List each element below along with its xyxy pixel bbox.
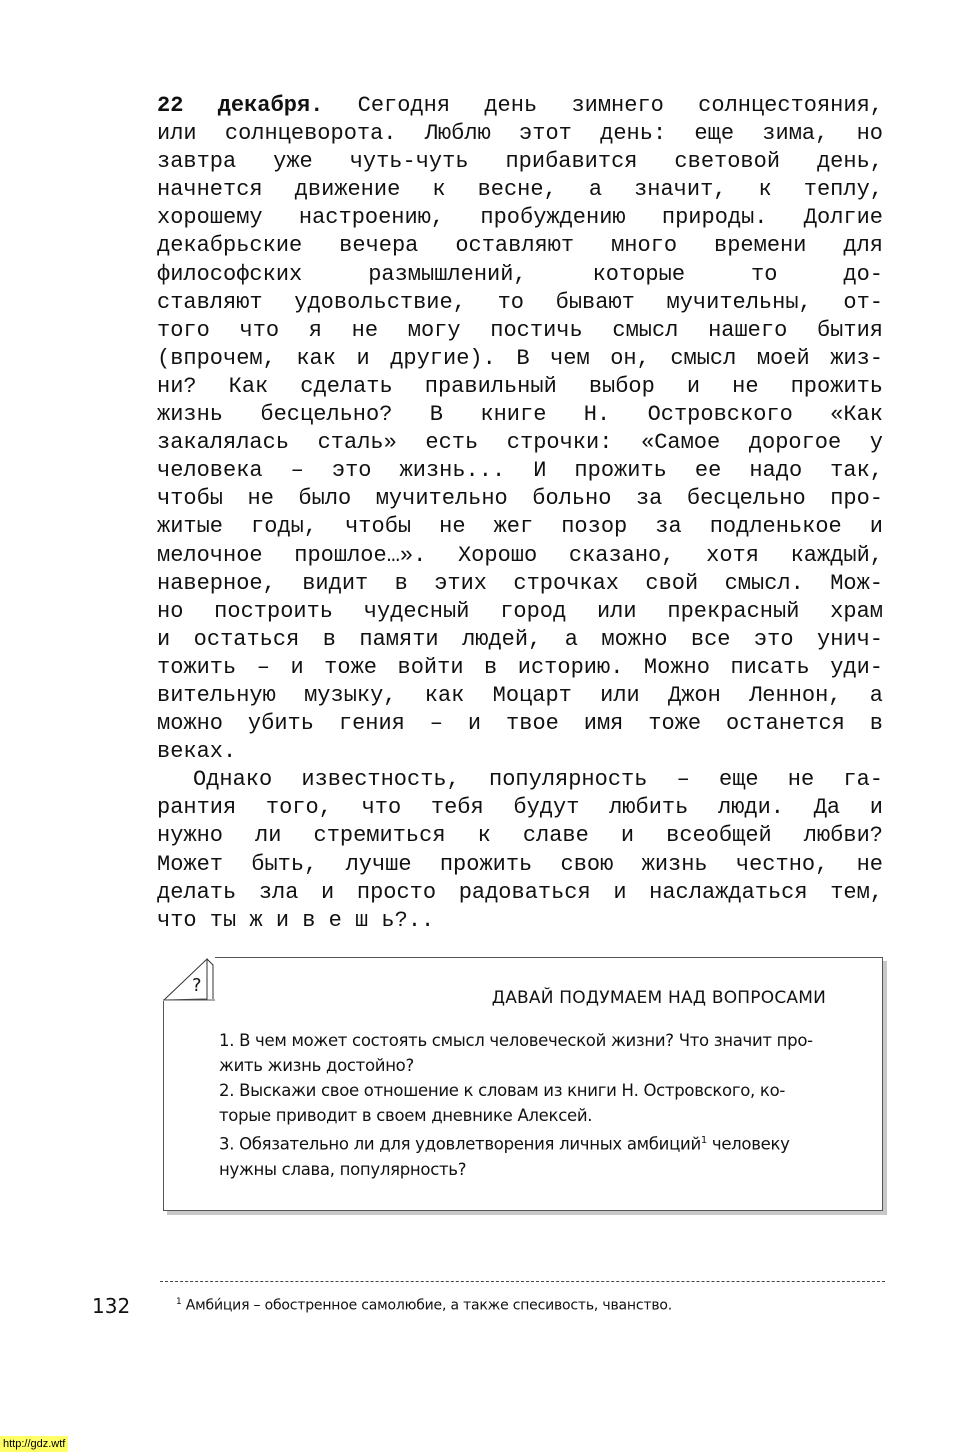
question-1: [219, 1028, 829, 1078]
text-line: декабрьские вечера оставляют много времени для: [157, 233, 883, 259]
question-line: 1. В чем может состоять смысл человеческой жизни? Что значит про-: [219, 1031, 813, 1050]
text-line: человека – это жизнь... И прожить ее надо так,: [157, 458, 883, 484]
text-line: рантия того, что тебя будут любить люди. Да и: [157, 795, 883, 821]
footnote-ref: 1: [700, 1135, 707, 1146]
questions-title: ДАВАЙ ПОДУМАЕМ НАД ВОПРОСАМИ: [491, 988, 826, 1008]
text-line: чтобы не было мучительно больно за бесцельно про-: [157, 486, 883, 512]
question-line: нужны слава, популярность?: [219, 1159, 467, 1179]
text-line: начнется движение к весне, а значит, к теплу,: [157, 177, 883, 203]
questions-box: [163, 957, 883, 1211]
text-line: и остаться в памяти людей, а можно все это унич-: [157, 626, 883, 652]
paragraph-1: [157, 92, 883, 766]
text-line: Может быть, лучше прожить свою жизнь честно, не: [157, 851, 883, 877]
text-line: тожить – и тоже войти в историю. Можно писать уди-: [157, 654, 883, 680]
text-line: ставляют удовольствие, то бывают мучительны, от-: [157, 289, 883, 315]
paragraph-2: [157, 766, 883, 935]
question-2: [219, 1078, 829, 1128]
question-3: [219, 1128, 829, 1182]
text-line: делать зла и просто радоваться и наслаждаться тем,: [157, 879, 883, 905]
question-line-text: 3. Обязательно ли для удовлетворения личных амбиций: [219, 1134, 701, 1154]
watermark[interactable]: http://gdz.wtf: [0, 1436, 68, 1452]
question-line: торые приводит в своем дневнике Алексей.: [219, 1106, 593, 1125]
diary-entry: [157, 92, 883, 935]
text-line: веках.: [157, 739, 237, 765]
text-line: мелочное прошлое…». Хорошо сказано, хотя каждый,: [157, 542, 883, 568]
text-line: закалялась сталь» есть строчки: «Самое дорогое у: [157, 430, 883, 456]
text-line: (впрочем, как и другие). В чем он, смысл моей жиз-: [157, 345, 883, 371]
text-line: что ты ж и в е ш ь?..: [157, 907, 435, 933]
question-mark-symbol: ?: [192, 975, 202, 996]
question-line: 2. Выскажи свое отношение к словам из книги Н. Островского, ко-: [219, 1081, 786, 1100]
text-line: того что я не могу постичь смысл нашего бытия: [157, 317, 883, 343]
footnote: [176, 1297, 672, 1314]
questions-list: [219, 1028, 829, 1182]
text-line: или солнцеворота. Люблю этот день: еще зима, но: [157, 121, 883, 147]
text-line: вительную музыку, как Моцарт или Джон Леннон, а: [157, 682, 883, 708]
footnote-text: Амби́ция – обостренное самолюбие, а также спесивость, чванство.: [181, 1297, 672, 1314]
text-line: жизнь бесцельно? В книге Н. Островского «Как: [157, 402, 883, 428]
text-line: хорошему настроению, пробуждению природы. Долгие: [157, 205, 883, 231]
question-line-tail: человеку: [706, 1134, 790, 1154]
question-line: [219, 1128, 829, 1157]
text-line: ни? Как сделать правильный выбор и не прожить: [157, 373, 883, 399]
text-line: философских размышлений, которые то до-: [157, 261, 883, 287]
text-line: нужно ли стремиться к славе и всеобщей любви?: [157, 823, 883, 849]
text-line: житые годы, чтобы не жег позор за подленькое и: [157, 514, 883, 540]
text-line: завтра уже чуть-чуть прибавится световой день,: [157, 149, 883, 175]
text-line: можно убить гения – и твое имя тоже останется в: [157, 711, 883, 737]
footnote-marker: 1: [176, 1297, 182, 1307]
text-line: [157, 92, 883, 120]
text-line: наверное, видит в этих строчках свой смысл. Мож-: [157, 570, 883, 596]
text-line: но построить чудесный город или прекрасный храм: [157, 598, 883, 624]
question-line: жить жизнь достойно?: [219, 1056, 414, 1075]
footnote-divider: [160, 1281, 885, 1282]
text-line: Однако известность, популярность – еще не га-: [193, 767, 883, 793]
entry-date: 22 декабря.: [157, 93, 324, 118]
text-line-tail: Сегодня день зимнего солнцестояния,: [323, 93, 883, 118]
page-number: 132: [92, 1294, 131, 1318]
